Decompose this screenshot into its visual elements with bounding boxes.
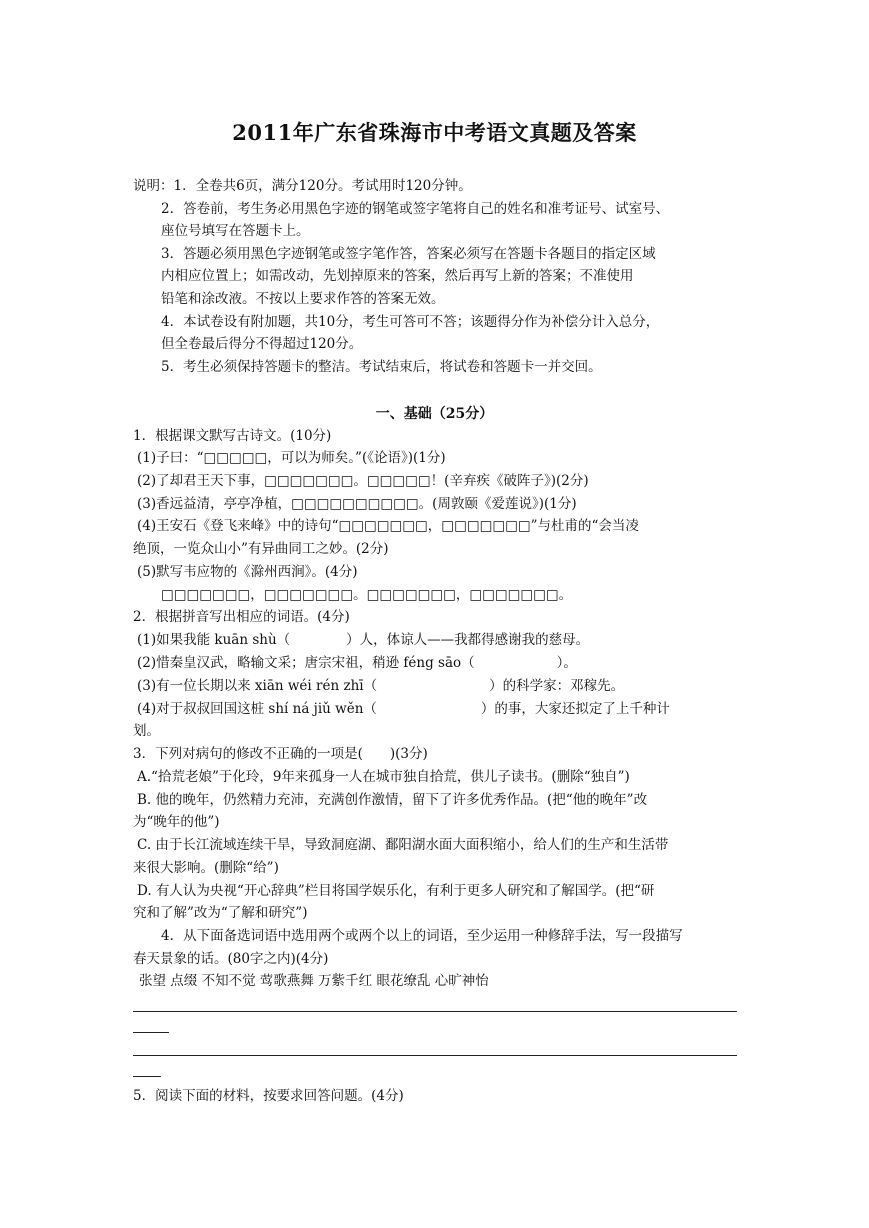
q3-option-b-line1[interactable]: B. 他的晚年，仍然精力充沛，充满创作激情，留下了许多优秀作品。(把“他的晚年”改 — [137, 792, 648, 808]
q1-item-5: (5)默写韦应物的《滁州西涧》。(4分) — [137, 564, 358, 580]
q1-stem: 1．根据课文默写古诗文。(10分) — [133, 428, 332, 444]
q4-stem-line1: 4．从下面备选词语中选用两个或两个以上的词语，至少运用一种修辞手法，写一段描写 — [161, 928, 683, 944]
instruction-2-line1: 2．答卷前，考生务必用黑色字迹的钢笔或签字笔将自己的姓名和准考证号、试室号、 — [161, 201, 670, 217]
q2-item-1-after: ）人，体谅人——我都得感谢我的慈母。 — [346, 632, 590, 648]
q3-option-c-line2: 来很大影响。(删除“给”) — [133, 860, 279, 876]
q2-item-1-before: (1)如果我能 kuān shù（ — [137, 632, 291, 648]
q2-item-4 — [137, 700, 670, 718]
q2-item-3-before: (3)有一位长期以来 xiān wéi rén zhī（ — [137, 678, 378, 694]
q2-item-3 — [137, 677, 624, 695]
section-heading-basics: 一、基础（25分） — [375, 406, 494, 422]
instruction-3-line2: 内相应位置上；如需改动，先划掉原来的答案，然后再写上新的答案；不准使用 — [161, 268, 634, 284]
instruction-4-line1: 4．本试卷设有附加题，共10分，考生可答可不答；该题得分作为补偿分计入总分， — [161, 314, 660, 330]
q2-item-4-line2: 划。 — [133, 723, 160, 739]
q3-option-a[interactable]: A.“拾荒老娘”于化玲，9年来孤身一人在城市独自拾荒，供儿子读书。(删除“独自”) — [137, 769, 630, 785]
q3-option-b-line2: 为“晚年的他”) — [133, 814, 220, 830]
q3-option-d-line2: 究和了解”改为“了解和研究”) — [133, 905, 308, 921]
q1-item-2: (2)了却君王天下事，□□□□□□□。□□□□□！(辛弃疾《破阵子》)(2分) — [137, 473, 589, 489]
instruction-4-line2: 但全卷最后得分不得超过120分。 — [161, 336, 363, 352]
q2-item-3-after: ）的科学家：邓稼先。 — [489, 678, 625, 694]
instruction-3-line1: 3．答题必须用黑色字迹钢笔或签字笔作答，答案必须写在答题卡各题目的指定区域 — [161, 246, 656, 262]
q3-option-c-line1[interactable]: C. 由于长江流域连续干旱，导致洞庭湖、鄱阳湖水面大面积缩小，给人们的生产和生活带 — [137, 837, 669, 853]
q3-stem: 3．下列对病句的修改不正确的一项是( )(3分) — [133, 746, 428, 762]
q4-stem-line2: 春天景象的话。(80字之内)(4分) — [133, 951, 329, 967]
q2-item-2-before: (2)惜秦皇汉武，略输文采；唐宗宋祖，稍逊 féng sāo（ — [137, 655, 475, 671]
instruction-2-line2: 座位号填写在答题卡上。 — [161, 223, 310, 239]
q1-item-1: (1)子曰：“□□□□□，可以为师矣。”(《论语》)(1分) — [137, 450, 446, 466]
q4-word-list: 张望 点缀 不知不觉 莺歌燕舞 万紫千红 眼花缭乱 心旷神怡 — [139, 973, 489, 989]
q5-stem: 5．阅读下面的材料，按要求回答问题。(4分) — [133, 1088, 404, 1104]
answer-line-2-tail — [133, 1076, 161, 1077]
answer-line-1[interactable] — [133, 1011, 737, 1012]
answer-line-1-tail — [133, 1032, 169, 1033]
q1-item-4-line1: (4)王安石《登飞来峰》中的诗句“□□□□□□□，□□□□□□□”与杜甫的“会当凌 — [137, 518, 639, 534]
q1-item-3: (3)香远益清，亭亭净植，□□□□□□□□□□。(周敦颐《爱莲说》)(1分) — [137, 496, 577, 512]
instruction-1: 说明：1．全卷共6页，满分120分。考试用时120分钟。 — [133, 178, 472, 194]
answer-line-2[interactable] — [133, 1055, 737, 1056]
page-title: 2011年广东省珠海市中考语文真题及答案 — [232, 120, 637, 145]
q2-stem: 2．根据拼音写出相应的词语。(4分) — [133, 609, 350, 625]
instruction-5: 5．考生必须保持答题卡的整洁。考试结束后，将试卷和答题卡一并交回。 — [161, 359, 602, 375]
q1-item-4-line2: 绝顶，一览众山小”有异曲同工之妙。(2分) — [133, 541, 389, 557]
q3-option-d-line1[interactable]: D. 有人认为央视“开心辞典”栏目将国学娱乐化，有利于更多人研究和了解国学。(把“研 — [137, 883, 655, 899]
q2-item-1 — [137, 631, 589, 649]
q2-item-4-before: (4)对于叔叔回国这桩 shí ná jiǔ wěn（ — [137, 701, 377, 717]
q1-item-5-blanks: □□□□□□□，□□□□□□□。□□□□□□□，□□□□□□□。 — [161, 587, 573, 603]
q2-item-2 — [137, 654, 577, 672]
q2-item-2-after: ）。 — [556, 655, 577, 671]
instruction-3-line3: 铅笔和涂改液。不按以上要求作答的答案无效。 — [161, 291, 445, 307]
q2-item-4-after: ）的事，大家还拟定了上千种计 — [480, 701, 670, 717]
